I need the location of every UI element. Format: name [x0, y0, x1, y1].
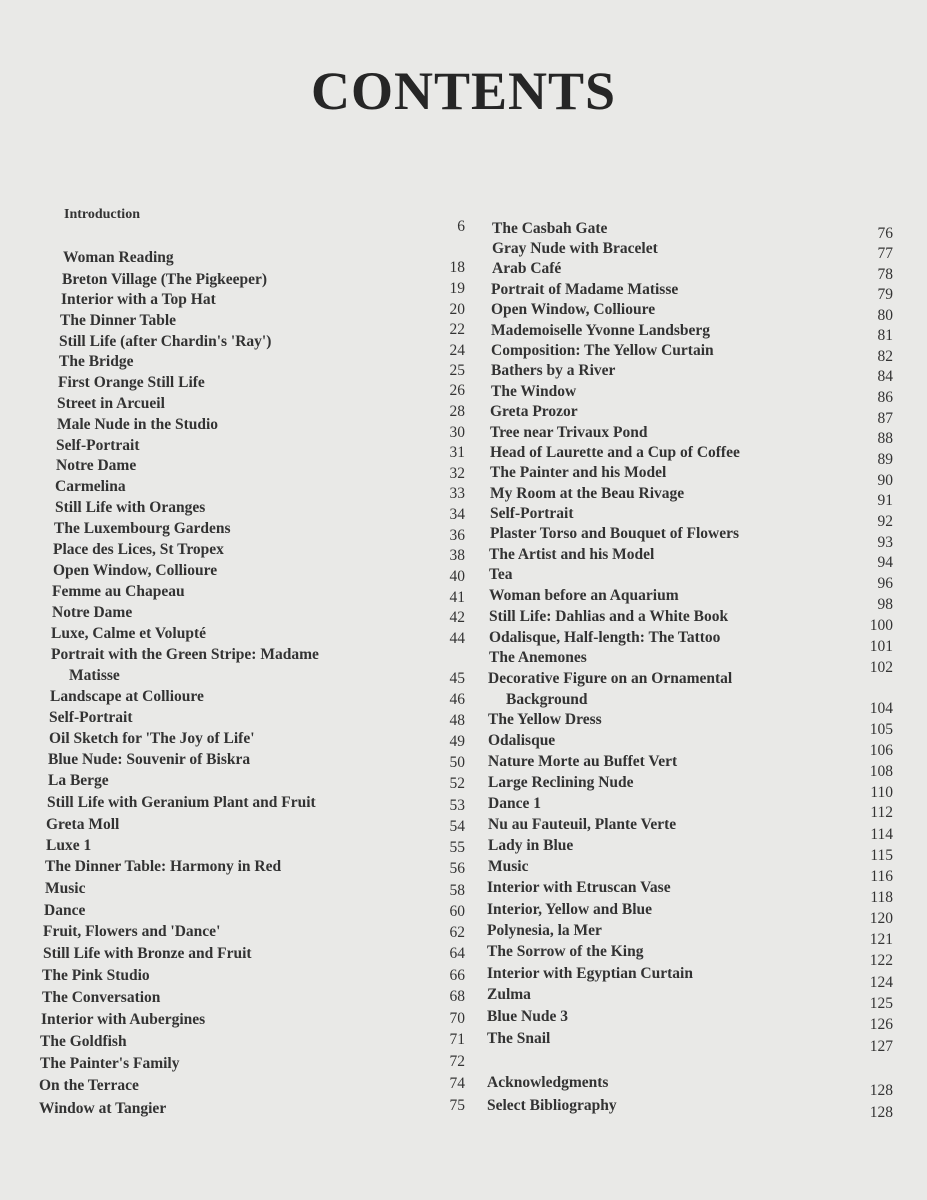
toc-entry-page-number: 77 [877, 245, 893, 262]
toc-entry-page-number: 76 [877, 225, 893, 242]
toc-entry-title-continued: Matisse [69, 667, 120, 684]
toc-entry-page-number: 92 [877, 513, 893, 530]
toc-entry-page-number: 49 [449, 733, 465, 750]
toc-entry-title: Decorative Figure on an Ornamental [488, 670, 733, 687]
toc-entry-title: Open Window, Collioure [53, 562, 218, 579]
toc-entry-page-number: 128 [869, 1104, 893, 1121]
toc-entry-title: Self-Portrait [49, 709, 133, 726]
toc-entry-page-number: 121 [869, 931, 893, 948]
toc-entry-page-number: 106 [869, 742, 893, 759]
toc-entry-title: The Dinner Table [60, 312, 177, 329]
toc-entry-page-number: 104 [869, 700, 893, 717]
toc-entry-page-number: 66 [449, 967, 465, 984]
toc-entry-page-number: 33 [449, 485, 465, 502]
toc-entry-title: Plaster Torso and Bouquet of Flowers [490, 525, 740, 542]
toc-entry-title: Still Life: Dahlias and a White Book [489, 608, 729, 625]
toc-entry-page-number: 40 [449, 568, 465, 585]
toc-entry-page-number: 62 [449, 924, 465, 941]
toc-entry-page-number: 52 [449, 775, 465, 792]
toc-entry-page-number: 91 [877, 492, 893, 509]
toc-entry-title: Notre Dame [52, 604, 133, 621]
toc-entry-title: Introduction [64, 207, 140, 222]
toc-entry-page-number: 54 [449, 818, 465, 835]
toc-entry-page-number: 32 [449, 465, 465, 482]
toc-entry-page-number: 22 [449, 321, 465, 338]
toc-entry-title: Interior with Egyptian Curtain [487, 965, 693, 982]
toc-entry-page-number: 89 [877, 451, 893, 468]
toc-entry-title: The Snail [487, 1030, 551, 1047]
toc-entry-page-number: 84 [877, 368, 893, 385]
toc-entry-title: Fruit, Flowers and 'Dance' [43, 923, 221, 940]
toc-entry-page-number: 82 [877, 348, 893, 365]
toc-entry-title: Portrait of Madame Matisse [491, 281, 679, 298]
toc-entry-title: Femme au Chapeau [52, 583, 185, 600]
toc-entry-title: Breton Village (The Pigkeeper) [62, 271, 268, 288]
toc-entry-title: The Luxembourg Gardens [54, 520, 231, 537]
toc-entry-title: The Sorrow of the King [487, 943, 644, 960]
toc-entry-title: Bathers by a River [491, 362, 616, 379]
toc-entry-title: Woman before an Aquarium [489, 587, 679, 604]
toc-entry-page-number: 102 [869, 659, 893, 676]
toc-entry-page-number: 110 [870, 784, 893, 801]
toc-entry-title: Interior with a Top Hat [61, 291, 216, 308]
toc-entry-page-number: 128 [869, 1082, 893, 1099]
toc-entry-title: Self-Portrait [490, 505, 574, 522]
toc-entry-title: Interior with Aubergines [41, 1011, 206, 1028]
toc-entry-page-number: 46 [449, 691, 465, 708]
toc-entry-title: Gray Nude with Bracelet [492, 240, 658, 257]
toc-entry-page-number: 72 [449, 1053, 465, 1070]
toc-entry-title: Dance [44, 902, 86, 919]
toc-entry-title: The Painter and his Model [490, 464, 667, 481]
toc-entry-page-number: 71 [449, 1031, 465, 1048]
toc-entry-title: The Casbah Gate [492, 220, 608, 237]
toc-entry-page-number: 90 [877, 472, 893, 489]
toc-entry-page-number: 96 [877, 575, 893, 592]
toc-entry-title: The Anemones [489, 649, 587, 666]
toc-entry-page-number: 28 [449, 403, 465, 420]
toc-entry-title: Nature Morte au Buffet Vert [488, 753, 678, 770]
toc-entry-page-number: 94 [877, 554, 893, 571]
toc-entry-page-number: 79 [877, 286, 893, 303]
toc-entry-title: Dance 1 [488, 795, 541, 812]
toc-entry-page-number: 114 [870, 826, 893, 843]
toc-entry-page-number: 41 [449, 589, 465, 606]
toc-entry-page-number: 78 [877, 266, 893, 283]
toc-entry-page-number: 58 [449, 882, 465, 899]
toc-entry-title: Zulma [487, 986, 531, 1003]
toc-entry-page-number: 53 [449, 797, 465, 814]
toc-entry-page-number: 74 [449, 1075, 465, 1092]
toc-entry-page-number: 127 [869, 1038, 893, 1055]
toc-entry-page-number: 80 [877, 307, 893, 324]
toc-entry-page-number: 125 [869, 995, 893, 1012]
toc-entry-page-number: 116 [870, 868, 893, 885]
toc-entry-title: Still Life (after Chardin's 'Ray') [59, 333, 272, 350]
toc-entry-title: My Room at the Beau Rivage [490, 485, 685, 502]
toc-entry-title: Open Window, Collioure [491, 301, 656, 318]
toc-entry-page-number: 31 [449, 444, 465, 461]
toc-entry-page-number: 25 [449, 362, 465, 379]
toc-entry-title: Tree near Trivaux Pond [490, 424, 648, 441]
toc-entry-title: The Painter's Family [40, 1055, 180, 1072]
toc-entry-page-number: 24 [449, 342, 465, 359]
toc-entry-page-number: 38 [449, 547, 465, 564]
toc-entry-title: Portrait with the Green Stripe: Madame [51, 646, 319, 663]
toc-entry-page-number: 18 [449, 259, 465, 276]
toc-entry-title: Acknowledgments [487, 1074, 609, 1091]
toc-entry-page-number: 93 [877, 534, 893, 551]
toc-entry-title: Self-Portrait [56, 437, 140, 454]
toc-entry-page-number: 45 [449, 670, 465, 687]
toc-entry-title: Place des Lices, St Tropex [53, 541, 224, 558]
toc-entry-title: The Goldfish [40, 1033, 127, 1050]
toc-entry-title: Music [45, 880, 86, 897]
toc-entry-title: Still Life with Geranium Plant and Fruit [47, 794, 316, 811]
toc-entry-title: Head of Laurette and a Cup of Coffee [490, 444, 740, 461]
toc-entry-title: Greta Moll [46, 816, 120, 833]
toc-entry-title: Lady in Blue [488, 837, 574, 854]
toc-entry-title: Carmelina [55, 478, 126, 495]
toc-entry-page-number: 6 [457, 218, 465, 235]
toc-entry-title: The Yellow Dress [488, 711, 602, 728]
toc-entry-page-number: 64 [449, 945, 465, 962]
toc-entry-title: Blue Nude 3 [487, 1008, 568, 1025]
toc-entry-page-number: 68 [449, 988, 465, 1005]
toc-entry-page-number: 56 [449, 860, 465, 877]
toc-entry-title: Greta Prozor [490, 403, 578, 420]
toc-entry-page-number: 98 [877, 596, 893, 613]
toc-entry-page-number: 34 [449, 506, 465, 523]
toc-entry-page-number: 124 [869, 974, 893, 991]
toc-entry-title: Select Bibliography [487, 1097, 617, 1114]
toc-entry-title: Street in Arcueil [57, 395, 165, 412]
toc-entry-title: First Orange Still Life [58, 374, 205, 391]
toc-entry-page-number: 19 [449, 280, 465, 297]
toc-entry-title: Nu au Fauteuil, Plante Verte [488, 816, 677, 833]
toc-entry-title-continued: Background [506, 691, 588, 708]
toc-entry-page-number: 126 [869, 1016, 893, 1033]
toc-entry-page-number: 88 [877, 430, 893, 447]
toc-entry-title: Polynesia, la Mer [487, 922, 602, 939]
toc-entry-title: Mademoiselle Yvonne Landsberg [491, 322, 711, 339]
toc-entry-title: Still Life with Oranges [55, 499, 206, 516]
toc-entry-title: Large Reclining Nude [488, 774, 634, 791]
toc-entry-title: Odalisque, Half-length: The Tattoo [489, 629, 721, 646]
toc-entry-page-number: 87 [877, 410, 893, 427]
toc-entry-page-number: 122 [869, 952, 893, 969]
toc-entry-title: Oil Sketch for 'The Joy of Life' [49, 730, 255, 747]
toc-entry-title: Composition: The Yellow Curtain [491, 342, 714, 359]
toc-entry-page-number: 115 [870, 847, 893, 864]
toc-entry-page-number: 81 [877, 327, 893, 344]
toc-entry-title: The Window [491, 383, 577, 400]
toc-entry-title: The Artist and his Model [489, 546, 655, 563]
toc-entry-title: Woman Reading [63, 249, 174, 266]
toc-entry-page-number: 75 [449, 1097, 465, 1114]
toc-entry-title: The Dinner Table: Harmony in Red [45, 858, 282, 875]
toc-entry-page-number: 55 [449, 839, 465, 856]
toc-entry-title: On the Terrace [39, 1077, 139, 1094]
toc-entry-title: Notre Dame [56, 457, 137, 474]
toc-entry-page-number: 100 [869, 617, 893, 634]
toc-entry-page-number: 70 [449, 1010, 465, 1027]
toc-entry-title: The Conversation [42, 989, 161, 1006]
toc-entry-title: The Bridge [59, 353, 134, 370]
toc-entry-page-number: 86 [877, 389, 893, 406]
toc-entry-page-number: 36 [449, 527, 465, 544]
toc-entry-page-number: 60 [449, 903, 465, 920]
toc-entry-title: Interior, Yellow and Blue [487, 901, 653, 918]
page-title: CONTENTS [310, 61, 617, 121]
toc-entry-page-number: 26 [449, 382, 465, 399]
toc-entry-title: Window at Tangier [39, 1100, 167, 1117]
toc-entry-page-number: 108 [869, 763, 893, 780]
toc-entry-title: Male Nude in the Studio [57, 416, 219, 433]
toc-entry-page-number: 118 [870, 889, 893, 906]
toc-entry-page-number: 42 [449, 609, 465, 626]
toc-entry-title: Luxe, Calme et Volupté [51, 625, 206, 642]
toc-entry-title: Blue Nude: Souvenir of Biskra [48, 751, 251, 768]
toc-entry-title: Interior with Etruscan Vase [487, 879, 671, 896]
toc-entry-page-number: 44 [449, 630, 465, 647]
toc-entry-page-number: 48 [449, 712, 465, 729]
toc-entry-page-number: 112 [870, 804, 893, 821]
toc-entry-title: Odalisque [488, 732, 556, 749]
toc-entry-title: Music [488, 858, 529, 875]
toc-entry-page-number: 120 [869, 910, 893, 927]
toc-entry-title: Landscape at Collioure [50, 688, 204, 705]
toc-entry-page-number: 20 [449, 301, 465, 318]
toc-entry-page-number: 30 [449, 424, 465, 441]
toc-entry-title: The Pink Studio [42, 967, 150, 984]
toc-entry-title: Still Life with Bronze and Fruit [43, 945, 252, 962]
toc-entry-page-number: 101 [869, 638, 893, 655]
toc-entry-title: Tea [489, 566, 513, 583]
toc-entry-page-number: 50 [449, 754, 465, 771]
toc-entry-page-number: 105 [869, 721, 893, 738]
toc-entry-title: Arab Café [492, 260, 562, 277]
toc-entry-title: Luxe 1 [46, 837, 92, 854]
toc-entry-title: La Berge [48, 772, 109, 789]
